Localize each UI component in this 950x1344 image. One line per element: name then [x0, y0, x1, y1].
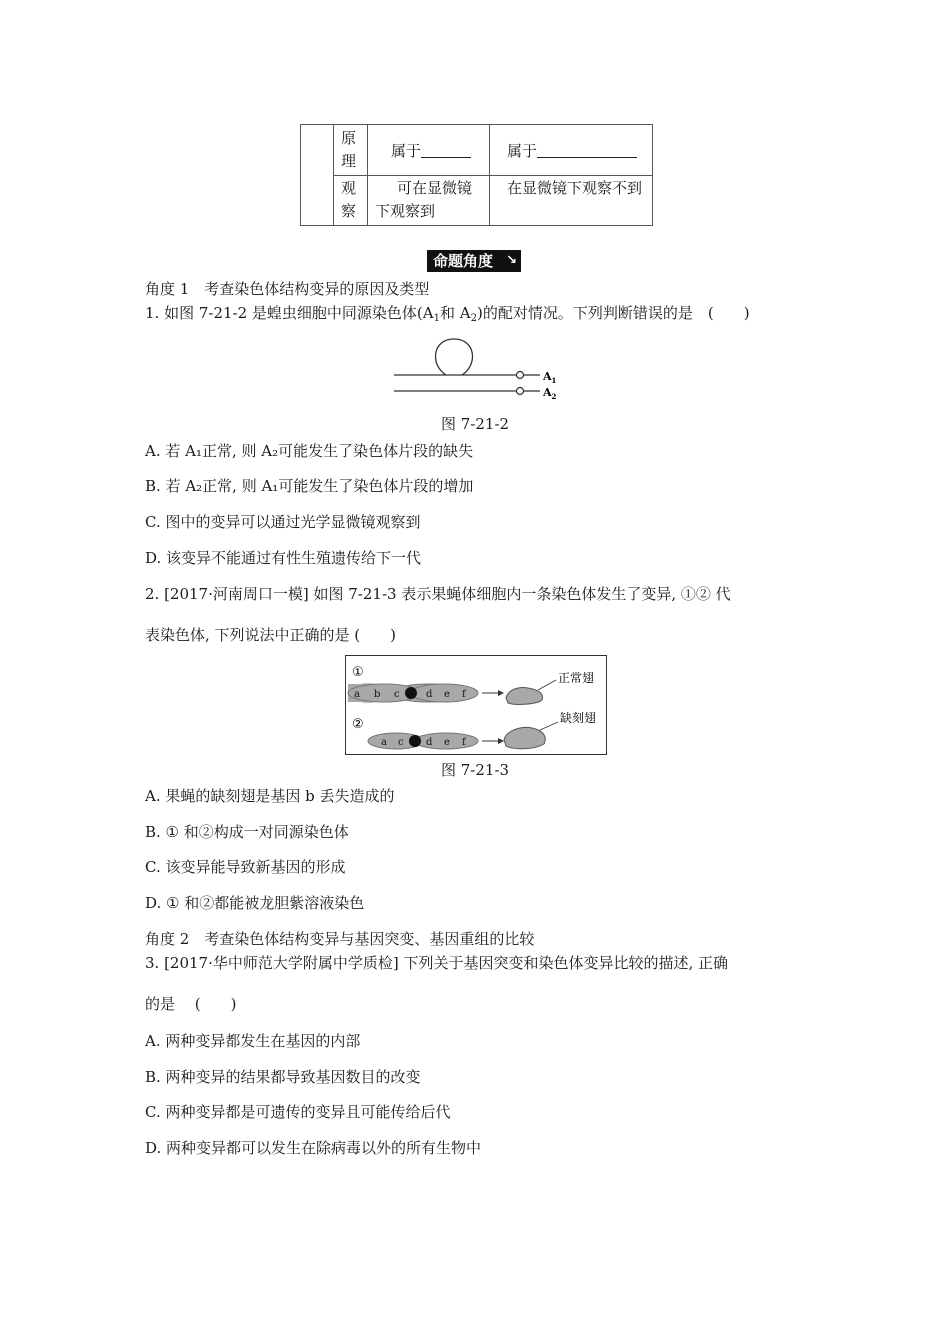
- fruit-fly-chromosome-figure: [345, 655, 607, 755]
- q1-option-d[interactable]: D. 该变异不能通过有性生殖遗传给下一代: [145, 549, 422, 567]
- q3-option-a[interactable]: A. 两种变异都发生在基因的内部: [145, 1032, 361, 1050]
- q3-option-d[interactable]: D. 两种变异都可以发生在除病毒以外的所有生物中: [145, 1139, 482, 1157]
- q3-option-c[interactable]: C. 两种变异都是可遗传的变异且可能传给后代: [145, 1103, 451, 1121]
- angle2-title: 角度 2 考查染色体结构变异与基因突变、基因重组的比较: [145, 930, 535, 948]
- centromere-1: [405, 687, 417, 699]
- q2-option-c[interactable]: C. 该变异能导致新基因的形成: [145, 858, 346, 876]
- gene-label: c: [394, 689, 400, 700]
- row2-col2: 在显微镜下观察不到: [507, 179, 643, 197]
- q3-option-b[interactable]: B. 两种变异的结果都导致基因数目的改变: [145, 1068, 421, 1086]
- section-badge: [427, 250, 521, 272]
- chromosome-1-marker: ①: [352, 665, 364, 680]
- notched-wing-label: 缺刻翅: [560, 711, 597, 725]
- arrow-right-icon: [498, 738, 504, 744]
- gene-label: f: [462, 689, 466, 700]
- q1-option-b[interactable]: B. 若 A₂正常, 则 A₁可能发生了染色体片段的增加: [145, 477, 474, 495]
- q2-stem-line2: 表染色体, 下列说法中正确的是 ( ): [145, 626, 397, 644]
- gene-label: d: [426, 737, 433, 748]
- arrow-right-icon: [498, 690, 504, 696]
- arrow-down-right-icon: ↘: [506, 253, 517, 268]
- figure-caption-1: 图 7-21-2: [441, 415, 510, 433]
- q1-stem: 1. 如图 7-21-2 是蝗虫细胞中同源染色体($A_1$和 $A_2$)的配对情况。下列判断错误的是 ( ): [145, 304, 750, 324]
- badge-label: 命题角度: [433, 252, 494, 270]
- q2-option-d[interactable]: D. ① 和②都能被龙胆紫溶液染色: [145, 894, 365, 912]
- table-divider: [333, 175, 652, 176]
- row1-col2-text: 属于: [507, 142, 538, 160]
- comparison-table: [300, 124, 653, 226]
- gene-label: a: [381, 737, 387, 748]
- answer-blank: [421, 141, 471, 158]
- gene-label: e: [444, 689, 450, 700]
- q1-stem-pre: 1. 如图 7-21-2 是蝗虫细胞中同源染色体(A: [145, 304, 434, 322]
- figure-caption-2: 图 7-21-3: [441, 761, 510, 779]
- row-label-principle: 原理: [341, 129, 357, 170]
- q1-option-a[interactable]: A. 若 A₁正常, 则 A₂可能发生了染色体片段的缺失: [145, 442, 474, 460]
- q2-stem-line1: 2. [2017·河南周口一模] 如图 7-21-3 表示果蝇体细胞内一条染色体发生了变异, ①② 代: [145, 585, 731, 603]
- normal-wing-label: 正常翅: [558, 671, 595, 685]
- row1-col1: [391, 139, 471, 163]
- gene-label: e: [444, 737, 450, 748]
- q3-stem-line1: 3. [2017·华中师范大学附属中学质检] 下列关于基因突变和染色体变异比较的描述, 正确: [145, 954, 729, 972]
- label-a2: $A_2$: [543, 386, 557, 401]
- q2-option-b[interactable]: B. ① 和②构成一对同源染色体: [145, 823, 349, 841]
- chromosome-pairing-figure: [390, 335, 570, 405]
- gene-label: a: [354, 689, 360, 700]
- normal-wing-shape: [506, 687, 542, 704]
- gene-label: f: [462, 737, 466, 748]
- row2-col1: 可在显微镜下观察到: [375, 179, 473, 220]
- gene-label: d: [426, 689, 433, 700]
- row-label-observe: 观察: [341, 179, 357, 220]
- centromere-2: [409, 735, 421, 747]
- gene-label: c: [398, 737, 404, 748]
- q1-stem-post: )的配对情况。下列判断错误的是 ( ): [476, 304, 750, 322]
- q3-stem-line2: 的是 ( ): [145, 995, 237, 1013]
- q1-option-c[interactable]: C. 图中的变异可以通过光学显微镜观察到: [145, 513, 421, 531]
- gene-label: b: [374, 689, 381, 700]
- answer-blank: [537, 141, 637, 158]
- notched-wing-shape: [504, 728, 545, 749]
- fruit-fly-chromosome-diagram: [346, 656, 606, 754]
- q1-stem-mid: 和 A: [440, 304, 471, 322]
- chromosome-2-marker: ②: [352, 717, 364, 732]
- q2-option-a[interactable]: A. 果蝇的缺刻翅是基因 b 丢失造成的: [145, 787, 395, 805]
- label-a1: $A_1$: [543, 370, 557, 385]
- row1-col2: [507, 139, 637, 163]
- angle1-title: 角度 1 考查染色体结构变异的原因及类型: [145, 280, 430, 298]
- row1-col1-text: 属于: [391, 142, 422, 160]
